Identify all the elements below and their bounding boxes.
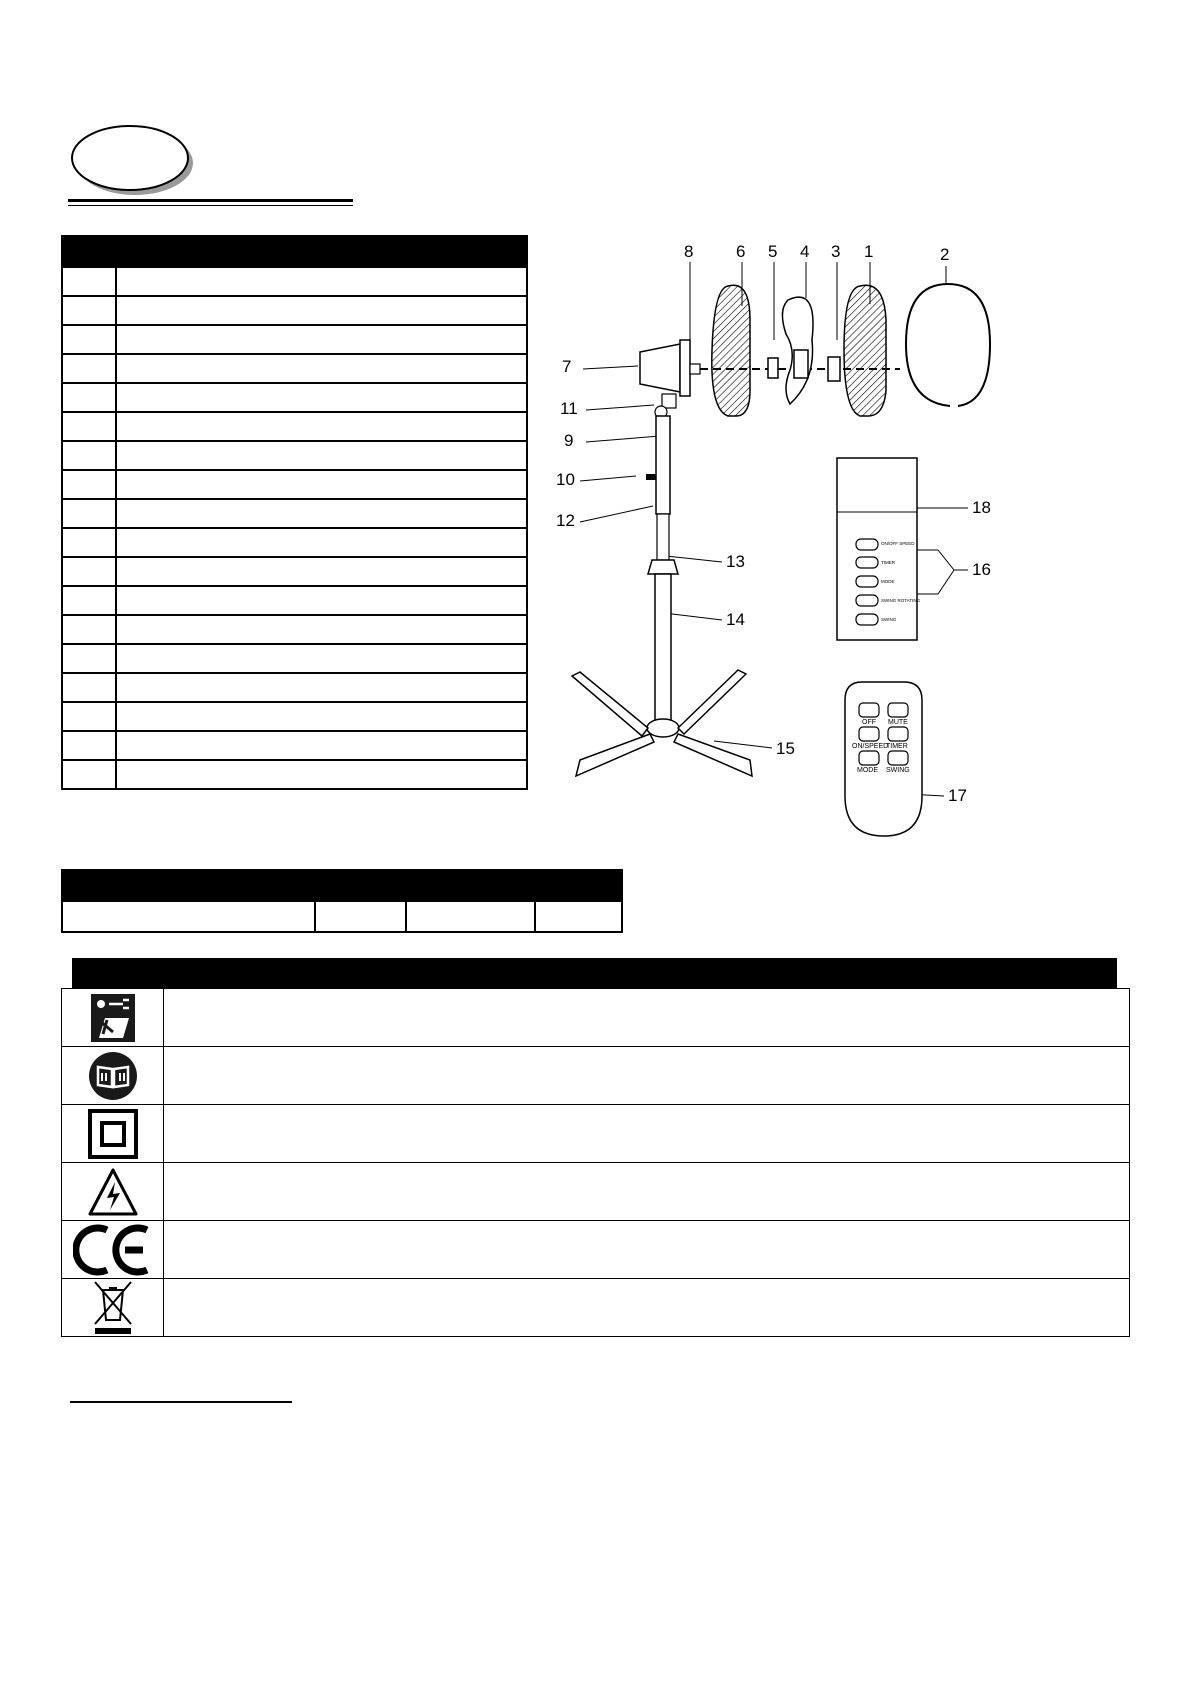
- symbol-description: [164, 1047, 1130, 1105]
- callout-1: 1: [864, 242, 874, 261]
- symbol-description: [164, 1163, 1130, 1221]
- remote-label-swing: SWING: [886, 767, 910, 774]
- electric-shock-warning-icon: [87, 1166, 139, 1218]
- ce-mark-icon: [73, 1224, 153, 1276]
- callout-15: 15: [776, 739, 795, 758]
- language-badge: [68, 123, 196, 197]
- callout-18: 18: [972, 498, 991, 517]
- unplug-before-cleaning-icon: [87, 992, 139, 1044]
- callout-14: 14: [726, 610, 745, 629]
- parts-list-table: [61, 235, 528, 790]
- callout-12: 12: [556, 511, 575, 530]
- parts-row: [62, 644, 527, 673]
- symbol-description: [164, 1221, 1130, 1279]
- callout-8: 8: [684, 242, 694, 261]
- parts-table-header: [62, 236, 527, 267]
- parts-row: [62, 586, 527, 615]
- callout-6: 6: [736, 242, 746, 261]
- title-underline: [68, 199, 353, 202]
- parts-row: [62, 354, 527, 383]
- symbol-row: [62, 1163, 1130, 1221]
- symbol-description: [164, 989, 1130, 1047]
- parts-row: [62, 412, 527, 441]
- symbol-description: [164, 1105, 1130, 1163]
- symbol-row: [62, 1047, 1130, 1105]
- callout-9: 9: [564, 431, 574, 450]
- panel-label-timer: TIMER: [881, 560, 895, 565]
- panel-label-onoff: ON/OFF SPEED: [881, 541, 915, 546]
- callout-16: 16: [972, 560, 991, 579]
- callout-11: 11: [560, 399, 578, 418]
- parts-row: [62, 702, 527, 731]
- specifications-table: [61, 869, 623, 933]
- parts-row: [62, 615, 527, 644]
- spec-row: [62, 901, 622, 932]
- remote-label-onspeed: ON/SPEED: [852, 743, 889, 750]
- parts-row: [62, 470, 527, 499]
- remote-label-mode: MODE: [857, 767, 878, 774]
- callout-5: 5: [768, 242, 778, 261]
- parts-row: [62, 673, 527, 702]
- remote-label-timer: TIMER: [886, 743, 908, 750]
- callout-4: 4: [800, 242, 810, 261]
- parts-row: [62, 267, 527, 296]
- fan-exploded-diagram: [550, 240, 1050, 840]
- panel-label-rotating: SWING ROTATING: [881, 598, 921, 603]
- panel-label-mode: MODE: [881, 579, 895, 584]
- callout-13: 13: [726, 552, 745, 571]
- weee-crossed-bin-icon: [91, 1280, 135, 1336]
- parts-row: [62, 441, 527, 470]
- callout-7: 7: [562, 357, 572, 376]
- symbols-table-header: [72, 958, 1117, 988]
- parts-row: [62, 760, 527, 789]
- parts-row: [62, 731, 527, 760]
- panel-label-swing: SWING: [881, 617, 897, 622]
- symbols-table: [61, 988, 1130, 1337]
- parts-row: [62, 296, 527, 325]
- parts-row: [62, 383, 527, 412]
- symbol-description: [164, 1279, 1130, 1337]
- spec-table-header: [62, 870, 622, 901]
- parts-row: [62, 557, 527, 586]
- callout-10: 10: [556, 470, 575, 489]
- remote-label-off: OFF: [862, 719, 876, 726]
- symbol-row: [62, 1221, 1130, 1279]
- callout-2: 2: [940, 245, 950, 264]
- title-underline-thin: [68, 205, 353, 206]
- callout-3: 3: [831, 242, 841, 261]
- parts-row: [62, 325, 527, 354]
- remote-label-mute: MUTE: [888, 719, 908, 726]
- parts-row: [62, 499, 527, 528]
- section-underline: [70, 1401, 292, 1403]
- read-manual-icon: [88, 1051, 138, 1101]
- symbol-row: [62, 1279, 1130, 1337]
- symbol-row: [62, 1105, 1130, 1163]
- callout-17: 17: [948, 786, 967, 805]
- symbol-row: [62, 989, 1130, 1047]
- parts-row: [62, 528, 527, 557]
- class-ii-double-insulation-icon: [87, 1108, 139, 1160]
